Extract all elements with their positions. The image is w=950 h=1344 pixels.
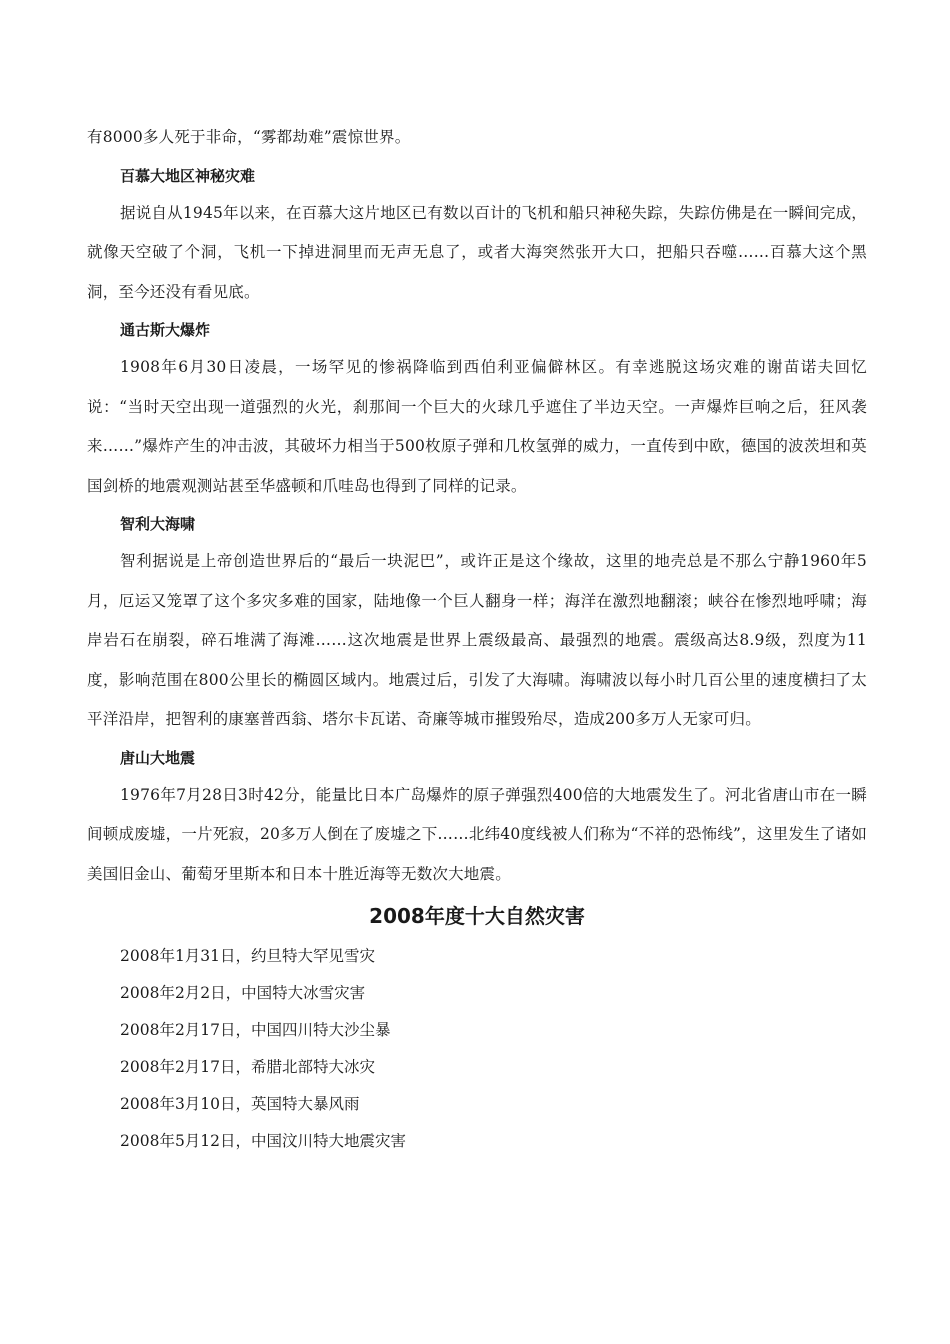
list-item: 2008年2月17日，希腊北部特大冰灾	[120, 1058, 376, 1076]
section-heading-tangshan: 唐山大地震	[120, 748, 196, 767]
list-item: 2008年2月2日，中国特大冰雪灾害	[120, 984, 366, 1002]
disaster-list	[87, 938, 867, 1160]
section-body-chile: 智利据说是上帝创造世界后的“最后一块泥巴”，或许正是这个缘故，这里的地壳总是不那么宁静1960年5月，厄运又笼罩了这个多灾多难的国家，陆地像一个巨人翻身一样；海洋在激烈地翻滚；峡谷在惨烈地呼啸；海岸岩石在崩裂，碎石堆满了海滩……这次地震是世界上震级最高、最强烈的地震。震级高达8.9级，烈度为11度，影响范围在800公里长的椭圆区域内。地震过后，引发了大海啸。海啸波以每小时几百公里的速度横扫了太平洋沿岸，把智利的康塞普西翁、塔尔卡瓦诺、奇廉等城市摧毁殆尽，造成200多万人无家可归。	[87, 552, 867, 728]
section-heading-tunguska: 通古斯大爆炸	[120, 321, 211, 339]
section-heading-bermuda: 百慕大地区神秘灾难	[120, 166, 256, 185]
section-body-tunguska: 1908年6月30日凌晨，一场罕见的惨祸降临到西伯利亚偏僻林区。有幸逃脱这场灾难的谢苗诺夫回忆说：“当时天空出现一道强烈的火光，刹那间一个巨大的火球几乎遮住了半边天空。一声爆炸巨响之后，狂风袭来……”爆炸产生的冲击波，其破坏力相当于500枚原子弹和几枚氢弹的威力，一直传到中欧，德国的波茨坦和英国剑桥的地震观测站甚至华盛顿和爪哇岛也得到了同样的记录。	[87, 358, 867, 495]
section-heading-chile: 智利大海啸	[120, 515, 196, 533]
list-section-title: 2008年度十大自然灾害	[369, 904, 585, 928]
section-body-tangshan: 1976年7月28日3时42分，能量比日本广岛爆炸的原子弹强烈400倍的大地震发生了。河北省唐山市在一瞬间顿成废墟，一片死寂，20多万人倒在了废墟之下……北纬40度线被人们称为“不祥的恐怖线”，这里发生了诸如美国旧金山、葡萄牙里斯本和日本十胜近海等无数次大地震。	[87, 785, 867, 883]
list-item: 2008年3月10日，英国特大暴风雨	[120, 1095, 360, 1113]
intro-paragraph: 有8000多人死于非命，“雾都劫难”震惊世界。	[87, 128, 411, 146]
section-body-bermuda: 据说自从1945年以来，在百慕大这片地区已有数以百计的飞机和船只神秘失踪，失踪仿佛是在一瞬间完成，就像天空破了个洞，飞机一下掉进洞里而无声无息了，或者大海突然张开大口，把船只吞噬……百慕大这个黑洞，至今还没有看见底。	[87, 203, 867, 301]
list-item: 2008年2月17日，中国四川特大沙尘暴	[120, 1021, 391, 1039]
list-item: 2008年1月31日，约旦特大罕见雪灾	[120, 947, 376, 965]
document-page	[87, 118, 867, 1160]
list-item: 2008年5月12日，中国汶川特大地震灾害	[120, 1132, 407, 1150]
